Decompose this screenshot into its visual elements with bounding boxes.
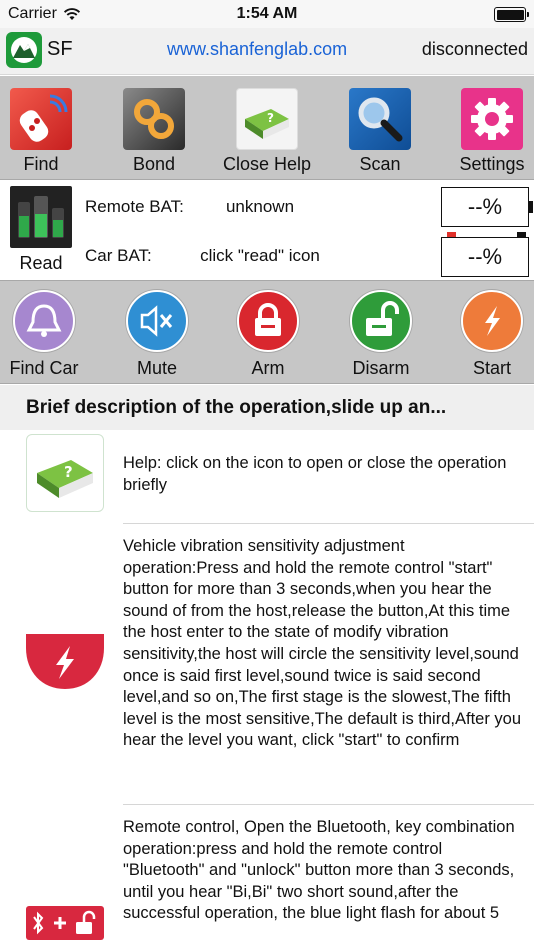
scan-label: Scan [359,154,401,174]
svg-text:?: ? [267,111,274,125]
remote-bat-terminal [528,201,533,213]
remote-bat-status: unknown [225,197,295,216]
battery-icon [494,7,526,22]
mute-label: Mute [136,358,178,378]
settings-button[interactable] [439,86,534,178]
read-battery-button[interactable] [10,186,72,248]
find-label: Find [23,154,59,174]
remote-battery-row [85,197,295,217]
start-button[interactable] [439,290,534,379]
toolbar [0,76,534,180]
app-header [0,28,534,75]
magnifier-icon [349,88,411,150]
list-item-text: Remote control, Open the Bluetooth, key combination operation:press and hold the remote control "Bluetooth" and "unlock" button more than 3 seconds, until you hear "Bi,Bi" two short sound,after the successful operation, the blue light flash for about 5 [123,818,515,923]
find-car-button[interactable] [0,290,97,379]
arm-button[interactable] [215,290,321,379]
carrier-label: Carrier [8,5,57,22]
list-item [0,431,534,523]
start-lightning-icon [26,634,104,689]
lock-icon [237,290,299,352]
link-rings-icon [123,88,185,150]
start-label: Start [472,358,511,378]
clock: 1:54 AM [236,5,298,22]
disarm-label: Disarm [352,358,410,378]
remote-bat-percent: --% [441,187,529,227]
lightning-icon [461,290,523,352]
action-bar [0,280,534,384]
help-book-icon [26,434,104,512]
connection-status: disconnected [421,39,528,59]
app-name: SF [47,38,73,60]
car-bat-percent: --% [441,237,529,277]
mute-speaker-icon [126,290,188,352]
app-logo [6,32,42,68]
settings-label: Settings [459,154,525,174]
list-item [0,524,534,804]
find-car-label: Find Car [9,358,79,378]
close-help-button[interactable] [214,86,320,178]
list-item [0,805,534,950]
battery-panel [0,181,534,280]
bond-label: Bond [132,154,176,174]
bond-button[interactable] [101,86,207,178]
read-label: Read [19,253,63,273]
help-book-icon [236,88,298,150]
close-help-label: Close Help [222,154,312,174]
key-fob-icon [10,88,72,150]
scan-button[interactable] [327,86,433,178]
car-bat-status: click "read" icon [200,246,320,265]
car-battery-row [85,246,320,266]
find-button[interactable] [0,86,94,178]
list-item-text: Help: click on the icon to open or close the operation briefly [123,454,507,494]
disarm-button[interactable] [328,290,434,379]
gear-icon [461,88,523,150]
description-title: Brief description of the operation,slide up an... [0,385,534,430]
status-bar [0,0,534,28]
mute-button[interactable] [104,290,210,379]
bluetooth-plus-unlock-icon [26,906,104,940]
bell-icon [13,290,75,352]
car-bat-label: Car BAT: [85,246,152,265]
unlock-icon [350,290,412,352]
website-link[interactable]: www.shanfenglab.com [167,39,348,59]
arm-label: Arm [251,358,285,378]
remote-bat-label: Remote BAT: [85,197,184,216]
svg-text:?: ? [64,463,73,481]
list-item-text: Vehicle vibration sensitivity adjustment operation:Press and hold the remote control "start" button for more than 3 seconds,when you hear the sound of from the host,release the button,At this time the host enter to the state of modify vibration sensitivity,the host will circle the sensitivity level,sound once is said first level,sound twice is said second level,and so on,The first stage is the slowest,The fifth level is the most sensitive,The default is third,After you hear the level you want, click "start" to confirm [123,537,522,750]
